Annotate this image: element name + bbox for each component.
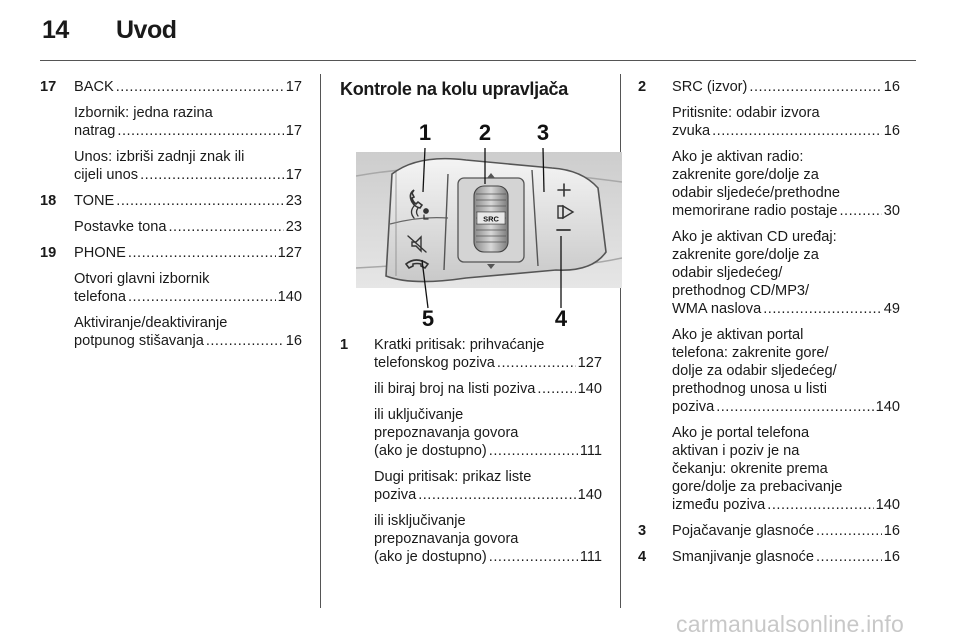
page-reference-link[interactable]: 127 (577, 355, 602, 371)
page-reference-link[interactable]: 140 (577, 381, 602, 397)
leader-dots (497, 354, 576, 372)
page-reference-link[interactable]: 111 (579, 549, 602, 565)
entry-text: Aktiviranje/deaktiviranje (74, 315, 228, 331)
entry-text: Smanjivanje glasnoće (672, 549, 814, 565)
entry-number: 4 (638, 549, 647, 565)
index-entry (40, 218, 302, 236)
entry-text: Otvori glavni izbornik (74, 271, 210, 287)
leader-dots (169, 218, 284, 236)
leader-dots (128, 288, 276, 306)
entry-text: PHONE (74, 245, 126, 261)
column-right (638, 78, 900, 574)
entry-text: poziva (672, 399, 715, 415)
entry-text: dolje za odabir sljedećeg/ (672, 363, 837, 379)
page-reference-link[interactable]: 17 (285, 167, 302, 183)
entry-text: SRC (izvor) (672, 79, 748, 95)
leader-dots (206, 332, 284, 350)
page-reference-link[interactable]: 16 (883, 79, 900, 95)
page-reference-link[interactable]: 30 (883, 203, 900, 219)
index-entry (40, 244, 302, 262)
page-reference-link[interactable]: 23 (285, 219, 302, 235)
page-reference-link[interactable]: 16 (883, 549, 900, 565)
entry-text: TONE (74, 193, 115, 209)
src-label: SRC (483, 214, 499, 224)
entry-text: zakrenite gore/dolje za (672, 167, 819, 183)
index-entry (40, 270, 302, 306)
entry-text: prethodnog CD/MP3/ (672, 283, 810, 299)
column-divider-left (320, 74, 321, 608)
page-reference-link[interactable]: 17 (285, 79, 302, 95)
leader-dots (749, 78, 881, 96)
entry-number: 18 (40, 193, 57, 209)
page-reference-link[interactable]: 16 (285, 333, 302, 349)
page-header (0, 0, 960, 60)
leader-dots (839, 202, 881, 220)
callout-3: 3 (536, 120, 550, 145)
index-entry (340, 336, 602, 372)
entry-text: čekanju: okrenite prema (672, 461, 828, 477)
entry-text: prepoznavanja govora (374, 425, 519, 441)
leader-dots (816, 548, 882, 566)
steering-wheel-controls-figure (356, 112, 622, 328)
entry-text: Pojačavanje glasnoće (672, 523, 814, 539)
entry-text: telefona: zakrenite gore/ (672, 345, 829, 361)
header-rule (40, 60, 916, 61)
index-entry (40, 104, 302, 140)
index-entry (340, 406, 602, 460)
entry-text: odabir sljedećeg/ (672, 265, 783, 281)
watermark: carmanualsonline.info (676, 611, 904, 637)
leader-dots (489, 442, 578, 460)
entry-text: cijeli unos (74, 167, 139, 183)
callout-2: 2 (478, 120, 492, 145)
entry-text: zvuka (672, 123, 711, 139)
column-middle (340, 78, 602, 574)
entry-text: Kratki pritisak: prihvaćanje (374, 337, 545, 353)
callout-5: 5 (421, 306, 435, 328)
entry-number: 2 (638, 79, 647, 95)
page-title: Uvod (116, 16, 177, 44)
entry-text: (ako je dostupno) (374, 549, 487, 565)
entry-text: (ako je dostupno) (374, 443, 487, 459)
entry-text: prepoznavanja govora (374, 531, 519, 547)
entry-text: odabir sljedeće/prethodne (672, 185, 840, 201)
entry-number: 19 (40, 245, 57, 261)
entry-text: Izbornik: jedna razina (74, 105, 213, 121)
leader-dots (116, 192, 283, 210)
column-left (40, 78, 302, 358)
leader-dots (537, 380, 575, 398)
callout-4: 4 (554, 306, 568, 328)
index-entry (638, 548, 900, 566)
entry-text: memorirane radio postaje (672, 203, 838, 219)
page-reference-link[interactable]: 111 (579, 443, 602, 459)
entry-number: 3 (638, 523, 647, 539)
page-reference-link[interactable]: 16 (883, 523, 900, 539)
entry-text: poziva (374, 487, 417, 503)
index-entry (638, 148, 900, 220)
entry-text: Ako je portal telefona (672, 425, 810, 441)
leader-dots (816, 522, 882, 540)
leader-dots (418, 486, 575, 504)
leader-dots (716, 398, 873, 416)
section-heading: Kontrole na kolu upravljača (340, 79, 568, 99)
index-entry (40, 148, 302, 184)
leader-dots (116, 78, 284, 96)
page-reference-link[interactable]: 17 (285, 123, 302, 139)
entry-text: Ako je aktivan portal (672, 327, 804, 343)
page-reference-link[interactable]: 140 (277, 289, 302, 305)
page-reference-link[interactable]: 127 (277, 245, 302, 261)
entry-text: telefona (74, 289, 126, 305)
leader-dots (767, 496, 873, 514)
callout-1: 1 (418, 120, 432, 145)
leader-dots (489, 548, 578, 566)
entry-text: ili biraj broj na listi poziva (374, 381, 536, 397)
page-reference-link[interactable]: 23 (285, 193, 302, 209)
index-entry (340, 468, 602, 504)
entry-text: Unos: izbriši zadnji znak ili (74, 149, 245, 165)
leader-dots (128, 244, 276, 262)
page-reference-link[interactable]: 140 (875, 399, 900, 415)
index-entry (340, 512, 602, 566)
page-number: 14 (42, 16, 69, 44)
index-entry (638, 78, 900, 96)
entry-text: potpunog stišavanja (74, 333, 204, 349)
entry-text: između poziva (672, 497, 766, 513)
index-entry (40, 192, 302, 210)
entry-text: aktivan i poziv je na (672, 443, 800, 459)
entry-text: Pritisnite: odabir izvora (672, 105, 820, 121)
index-entry (638, 424, 900, 514)
leader-dots (140, 166, 284, 184)
entry-number: 17 (40, 79, 57, 95)
entry-text: Dugi pritisak: prikaz liste (374, 469, 532, 485)
index-entry (638, 104, 900, 140)
entry-text: Postavke tona (74, 219, 167, 235)
entry-text: WMA naslova (672, 301, 762, 317)
index-entry (340, 380, 602, 398)
page-reference-link[interactable]: 140 (577, 487, 602, 503)
entry-text: Ako je aktivan CD uređaj: (672, 229, 837, 245)
index-entry (638, 326, 900, 416)
entry-text: natrag (74, 123, 116, 139)
index-entry (40, 78, 302, 96)
steering-wheel-illustration (356, 112, 622, 328)
index-entry (40, 314, 302, 350)
leader-dots (117, 122, 283, 140)
entry-text: zakrenite gore/dolje za (672, 247, 819, 263)
leader-dots (763, 300, 882, 318)
entry-text: prethodnog unosa u listi (672, 381, 827, 397)
index-entry (638, 228, 900, 318)
entry-text: BACK (74, 79, 114, 95)
page-reference-link[interactable]: 140 (875, 497, 900, 513)
page-reference-link[interactable]: 49 (883, 301, 900, 317)
index-entry (638, 522, 900, 540)
entry-text: Ako je aktivan radio: (672, 149, 804, 165)
leader-dots (712, 122, 882, 140)
entry-number: 1 (340, 337, 349, 353)
page-reference-link[interactable]: 16 (883, 123, 900, 139)
entry-text: gore/dolje za prebacivanje (672, 479, 843, 495)
entry-text: ili isključivanje (374, 513, 466, 529)
entry-text: ili uključivanje (374, 407, 464, 423)
entry-text: telefonskog poziva (374, 355, 495, 371)
